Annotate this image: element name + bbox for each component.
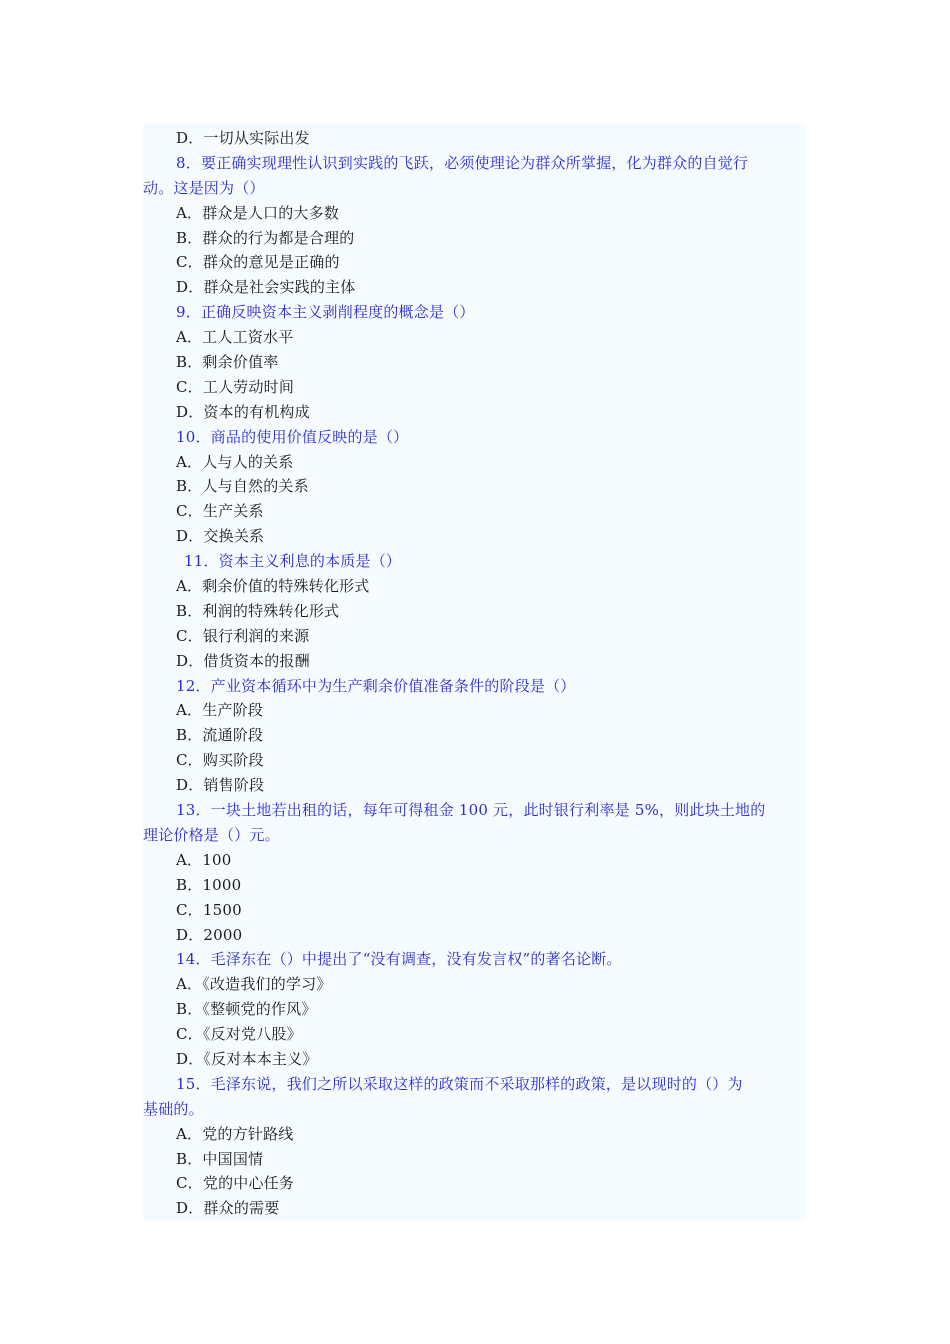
question-text: 8．要正确实现理性认识到实践的飞跃，必须使理论为群众所掌握，化为群众的自觉行: [176, 153, 749, 172]
answer-option: C．1500: [176, 900, 242, 919]
question-text-continued: 基础的。: [143, 1099, 204, 1118]
answer-option: A．《改造我们的学习》: [176, 975, 332, 994]
answer-option: D．群众是社会实践的主体: [176, 278, 356, 297]
answer-option: C．银行利润的来源: [176, 626, 310, 645]
answer-option: C．党的中心任务: [176, 1174, 295, 1193]
answer-option: C．群众的意见是正确的: [176, 253, 340, 272]
question-text: 10．商品的使用价值反映的是（）: [176, 427, 409, 446]
question-text: 14．毛泽东在（）中提出了“没有调查，没有发言权”的著名论断。: [176, 950, 622, 969]
answer-option: D．借货资本的报酬: [176, 651, 310, 670]
answer-option: B．利润的特殊转化形式: [176, 601, 340, 620]
answer-option: B．流通阶段: [176, 726, 264, 745]
answer-option: B．群众的行为都是合理的: [176, 228, 355, 247]
answer-option: D．一切从实际出发: [176, 129, 310, 147]
answer-option: C．工人劳动时间: [176, 377, 295, 396]
answer-option: A．党的方针路线: [176, 1124, 294, 1143]
answer-option: B．人与自然的关系: [176, 477, 309, 496]
answer-option: B．1000: [176, 875, 242, 894]
answer-option: D．交换关系: [176, 527, 265, 546]
question-text: 11．资本主义利息的本质是（）: [184, 552, 402, 571]
answer-option: B．《整顿党的作风》: [176, 1000, 317, 1019]
answer-option: A．工人工资水平: [176, 328, 294, 347]
answer-option: B．剩余价值率: [176, 353, 279, 372]
answer-option: B．中国国情: [176, 1149, 264, 1168]
document-body: [143, 124, 806, 1220]
answer-option: A．100: [176, 850, 232, 869]
question-text-continued: 理论价格是（）元。: [143, 825, 280, 844]
answer-option: C．生产关系: [176, 502, 264, 521]
answer-option: D．销售阶段: [176, 776, 265, 795]
answer-option: A．剩余价值的特殊转化形式: [176, 577, 370, 596]
answer-option: D．群众的需要: [176, 1199, 280, 1218]
question-text-continued: 动。这是因为（）: [143, 178, 265, 197]
question-text: 9．正确反映资本主义剥削程度的概念是（）: [176, 303, 475, 322]
answer-option: D．《反对本本主义》: [176, 1049, 318, 1068]
answer-option: D．资本的有机构成: [176, 402, 310, 421]
question-list: [143, 126, 806, 1221]
answer-option: D．2000: [176, 925, 243, 944]
question-text: 15．毛泽东说，我们之所以采取这样的政策而不采取那样的政策，是以现时的（）为: [176, 1074, 743, 1093]
question-text: 12．产业资本循环中为生产剩余价值准备条件的阶段是（）: [176, 676, 576, 695]
answer-option: C．《反对党八股》: [176, 1025, 302, 1044]
answer-option: A．生产阶段: [176, 701, 264, 720]
answer-option: C．购买阶段: [176, 751, 264, 770]
question-text: 13．一块土地若出租的话，每年可得租金 100 元，此时银行利率是 5%，则此块土地的: [176, 801, 766, 820]
answer-option: A．人与人的关系: [176, 452, 294, 471]
answer-option: A．群众是人口的大多数: [176, 203, 340, 222]
